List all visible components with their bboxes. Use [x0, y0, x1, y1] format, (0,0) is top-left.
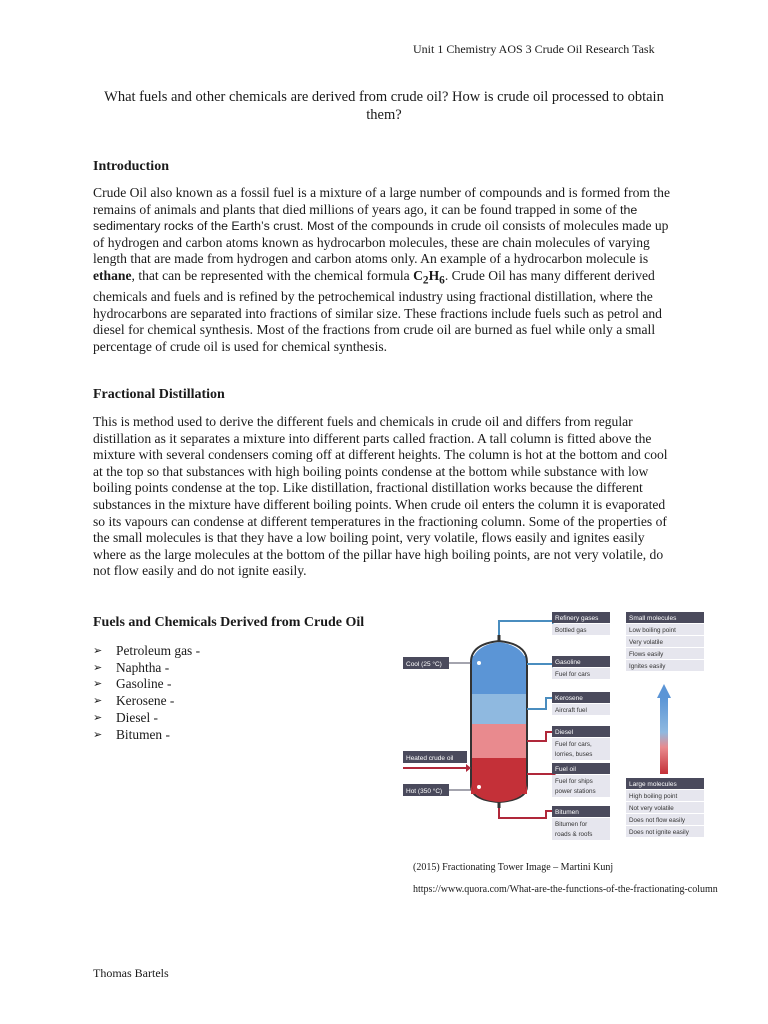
svg-text:Diesel: Diesel	[555, 729, 574, 736]
cool-label	[403, 657, 471, 669]
svg-text:Aircraft fuel: Aircraft fuel	[555, 707, 587, 714]
fraction-diesel	[552, 726, 610, 760]
intro-text-3: , that can be represented with the chemical formula	[131, 267, 414, 283]
list-item: ➢ Diesel -	[93, 709, 159, 725]
svg-text:Fuel for ships: Fuel for ships	[555, 778, 593, 785]
small-molecules-panel	[626, 612, 704, 671]
image-caption: (2015) Fractionating Tower Image – Martini Kunj	[413, 862, 614, 873]
volatility-arrow-icon	[657, 684, 671, 774]
svg-text:Cool (25 °C): Cool (25 °C)	[406, 661, 442, 668]
svg-text:Refinery gases: Refinery gases	[555, 615, 599, 622]
svg-text:High boiling point: High boiling point	[629, 793, 678, 800]
svg-text:Fuel for cars,: Fuel for cars,	[555, 741, 592, 748]
svg-text:Low boiling point: Low boiling point	[629, 627, 676, 634]
fractional-paragraph	[93, 414, 678, 580]
bullet-icon: ➢	[93, 695, 103, 708]
svg-text:Heated crude oil: Heated crude oil	[406, 755, 454, 762]
svg-text:Ignites easily: Ignites easily	[629, 663, 666, 670]
list-item: ➢ Petroleum gas -	[93, 643, 201, 658]
hot-label	[403, 784, 471, 796]
svg-text:roads & roofs: roads & roofs	[555, 831, 593, 838]
intro-text-1: Crude Oil also known as a fossil fuel is a mixture of a large number of compounds and is formed from the remains of animals and plants that died millions of years ago, it can be found trapped in some of	[93, 185, 670, 217]
svg-text:Not very volatile: Not very volatile	[629, 805, 674, 812]
fraction-gasoline	[552, 656, 610, 679]
ethane-term: ethane	[93, 267, 132, 283]
intro-text-4: . Crude Oil has many different derived chemicals and fuels and is refined by the petrochemical industry using fractional distillation, where the hydrocarbons are separated into fractions of similar size. These fractions include fuels such as petrol and diesel for chemical synthesis. Most of the fractions from crude oil are burned as fuel while only a small percentage of crude oil is used for chemical synthesis.	[93, 267, 662, 355]
svg-text:Does not flow easily: Does not flow easily	[629, 817, 685, 824]
heated-crude-oil-label	[403, 751, 471, 772]
bullet-icon: ➢	[93, 711, 103, 724]
large-molecules-panel	[626, 778, 704, 837]
list-item: ➢ Bitumen -	[93, 726, 170, 742]
list-item: ➢ Gasoline -	[93, 676, 172, 692]
intro-heading: Introduction	[93, 159, 169, 174]
svg-text:Fuel for cars: Fuel for cars	[555, 671, 590, 678]
fuels-list	[93, 643, 200, 743]
intro-text-sans: the sedimentary rocks of the Earth’s crust. Most of	[93, 202, 638, 234]
fractional-heading: Fractional Distillation	[93, 387, 225, 402]
svg-text:Bitumen for: Bitumen for	[555, 821, 588, 828]
fraction-fuel-oil	[552, 763, 610, 797]
svg-text:Does not ignite easily: Does not ignite easily	[629, 829, 689, 836]
svg-text:Flows easily: Flows easily	[629, 651, 664, 658]
fractional-text: This is method used to derive the different fuels and chemicals in crude oil and differs from regular distillation as it separates a mixture into different parts called fraction. A tall column is fitted above the mixture with several condensers coming off at different heights. The column is hot at the bottom and cool at the top so that substances with high boiling points condense at the bottom while substance with low boiling points condense at the top. Like distillation, fractional distillation works because the different substances in the mixture have different boiling points. When crude oil enters the column it is evaporated so its vapours can condense at different temperatures in the fractioning column. Some of the properties of the small molecules is that they have a low boiling point, very volatile, flows easily and ignites easily where as the large molecules at the bottom of the pillar have high boiling points, are not very volatile, do not flow easily and do not ignite easily.	[93, 414, 668, 579]
chemical-formula: $C_2H_6$	[413, 267, 445, 287]
bullet-icon: ➢	[93, 728, 103, 741]
intro-text-2: the compounds in crude oil consists of molecules made up of hydrogen and carbon atoms known as hydrocarbon molecules, these are chain molecules of varying length that are made from hydrogen and carbon atoms only. An example of a hydrocarbon molecule is	[93, 218, 669, 267]
svg-text:Kerosene: Kerosene	[555, 695, 583, 702]
author-footer: Thomas Bartels	[93, 966, 169, 980]
intro-paragraph	[93, 185, 678, 356]
source-url-link[interactable]: https://www.quora.com/What-are-the-functions-of-the-fractionating-column	[413, 884, 718, 895]
svg-text:power stations: power stations	[555, 788, 596, 795]
bullet-icon: ➢	[93, 661, 103, 674]
bullet-icon: ➢	[93, 645, 103, 657]
svg-text:Large molecules: Large molecules	[629, 781, 677, 788]
page-header: Unit 1 Chemistry AOS 3 Crude Oil Research Task	[413, 42, 655, 56]
tower-column	[471, 635, 527, 808]
svg-text:Hot (350 °C): Hot (350 °C)	[406, 788, 443, 795]
fuels-heading: Fuels and Chemicals Derived from Crude Oil	[93, 615, 365, 630]
list-item: ➢ Kerosene -	[93, 693, 175, 709]
svg-text:Very volatile: Very volatile	[629, 639, 663, 646]
list-item: ➢ Naphtha -	[93, 659, 170, 675]
svg-text:Bitumen: Bitumen	[555, 809, 579, 816]
svg-text:Gasoline: Gasoline	[555, 659, 581, 666]
fraction-bitumen	[552, 806, 610, 840]
page-title: What fuels and other chemicals are derived from crude oil? How is crude oil processed to obtain them?	[104, 89, 664, 123]
fractionating-tower-diagram	[398, 606, 714, 842]
svg-text:Bottled gas: Bottled gas	[555, 627, 587, 634]
svg-text:Small molecules: Small molecules	[629, 615, 677, 622]
fraction-kerosene	[552, 692, 610, 715]
svg-text:Fuel oil: Fuel oil	[555, 766, 576, 773]
fraction-refinery-gases	[552, 612, 610, 635]
svg-text:lorries, buses: lorries, buses	[555, 751, 593, 758]
bullet-icon: ➢	[93, 678, 103, 691]
